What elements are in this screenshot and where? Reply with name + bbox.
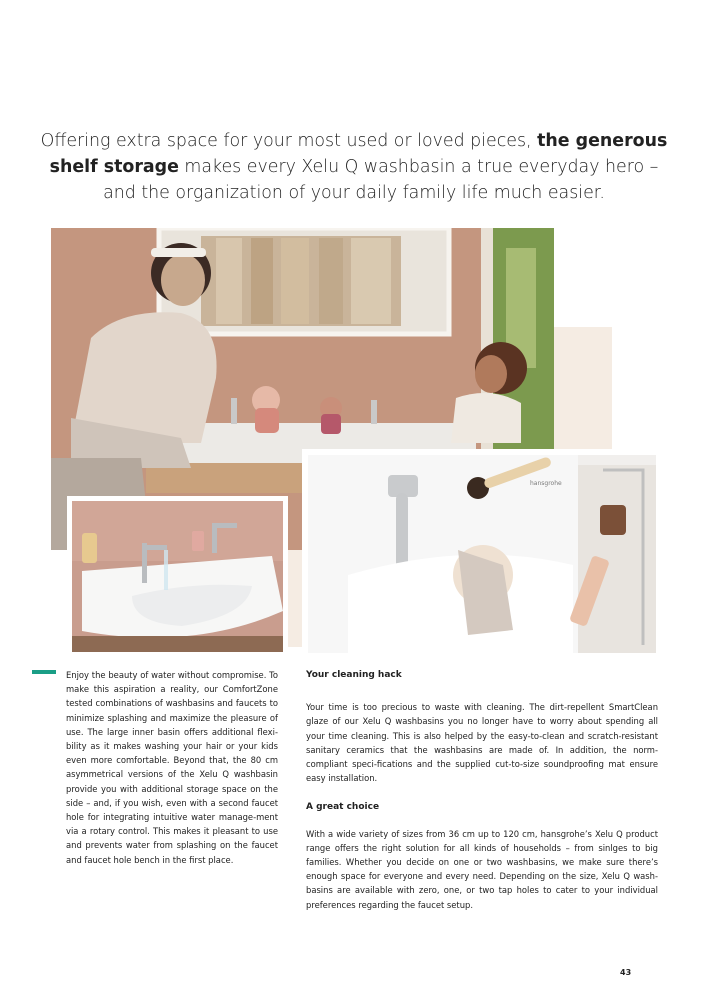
left-column (66, 668, 278, 867)
left-column-text: Enjoy the beauty of water without compromise. To make this aspiration a reality, our ComfortZone tested combinations of washbasins and faucets to minimize splashing and maximize the pleasure of use. The large inner basin offers additional flexi-bility as it makes washing your hair or your kids even more comfortable. Beyond that, the 80 cm asymmetrical versions of the Xelu Q washbasin provide you with additional storage space on the side – and, if you wish, even with a second faucet hole for integrating intuitive water manage-ment via a rotary control. This makes it pleasant to use and prevents water from splashing on the faucet and faucet hole bench in the first place. (66, 670, 278, 865)
heading-great-choice: A great choice (306, 802, 380, 813)
intro-bold: the generous shelf storage (49, 131, 668, 177)
intro-part-2: makes every Xelu Q washbasin a true everyday hero – and the organization of your daily family life much easier. (103, 157, 659, 203)
cleaning-hack-text: Your time is too precious to waste with cleaning. The dirt-repellent SmartClean glaze of our Xelu Q washbasins you no longer have to worry about spending all your time cleaning. This is also helped by the easy-to-clean and scratch-resistant sanitary ceramics that the washbasins are made of. In addition, the norm-compliant speci-fications and the supplied cut-to-size soundproofing mat ensure easy installation. (306, 702, 658, 784)
intro-text (40, 128, 668, 206)
great-choice-text: With a wide variety of sizes from 36 cm up to 120 cm, hansgrohe’s Xelu Q product range offers the right solution for all kinds of households – from sinlges to big families. Whether you decide on one or two washbasins, we make sure there’s enough space for everyone and every need. Depending on the size, Xelu Q wash-basins are available with zero, one, or two tap holes to cater to your individual preferences regarding the faucet setup. (306, 828, 658, 910)
page-number: 43 (620, 968, 632, 977)
cleaning-photo (302, 449, 662, 659)
washbasin-faucet-photo (67, 496, 288, 657)
right-column (306, 668, 658, 912)
beige-block-right (554, 327, 612, 449)
heading-cleaning-hack: Your cleaning hack (306, 670, 402, 680)
washbasin-faucet-illustration (72, 501, 283, 652)
cleaning-illustration (308, 455, 656, 653)
accent-bar (32, 670, 56, 674)
brand-mark: hansgrohe (530, 480, 562, 487)
intro-part-1: Offering extra space for your most used or loved pieces, (40, 131, 538, 151)
